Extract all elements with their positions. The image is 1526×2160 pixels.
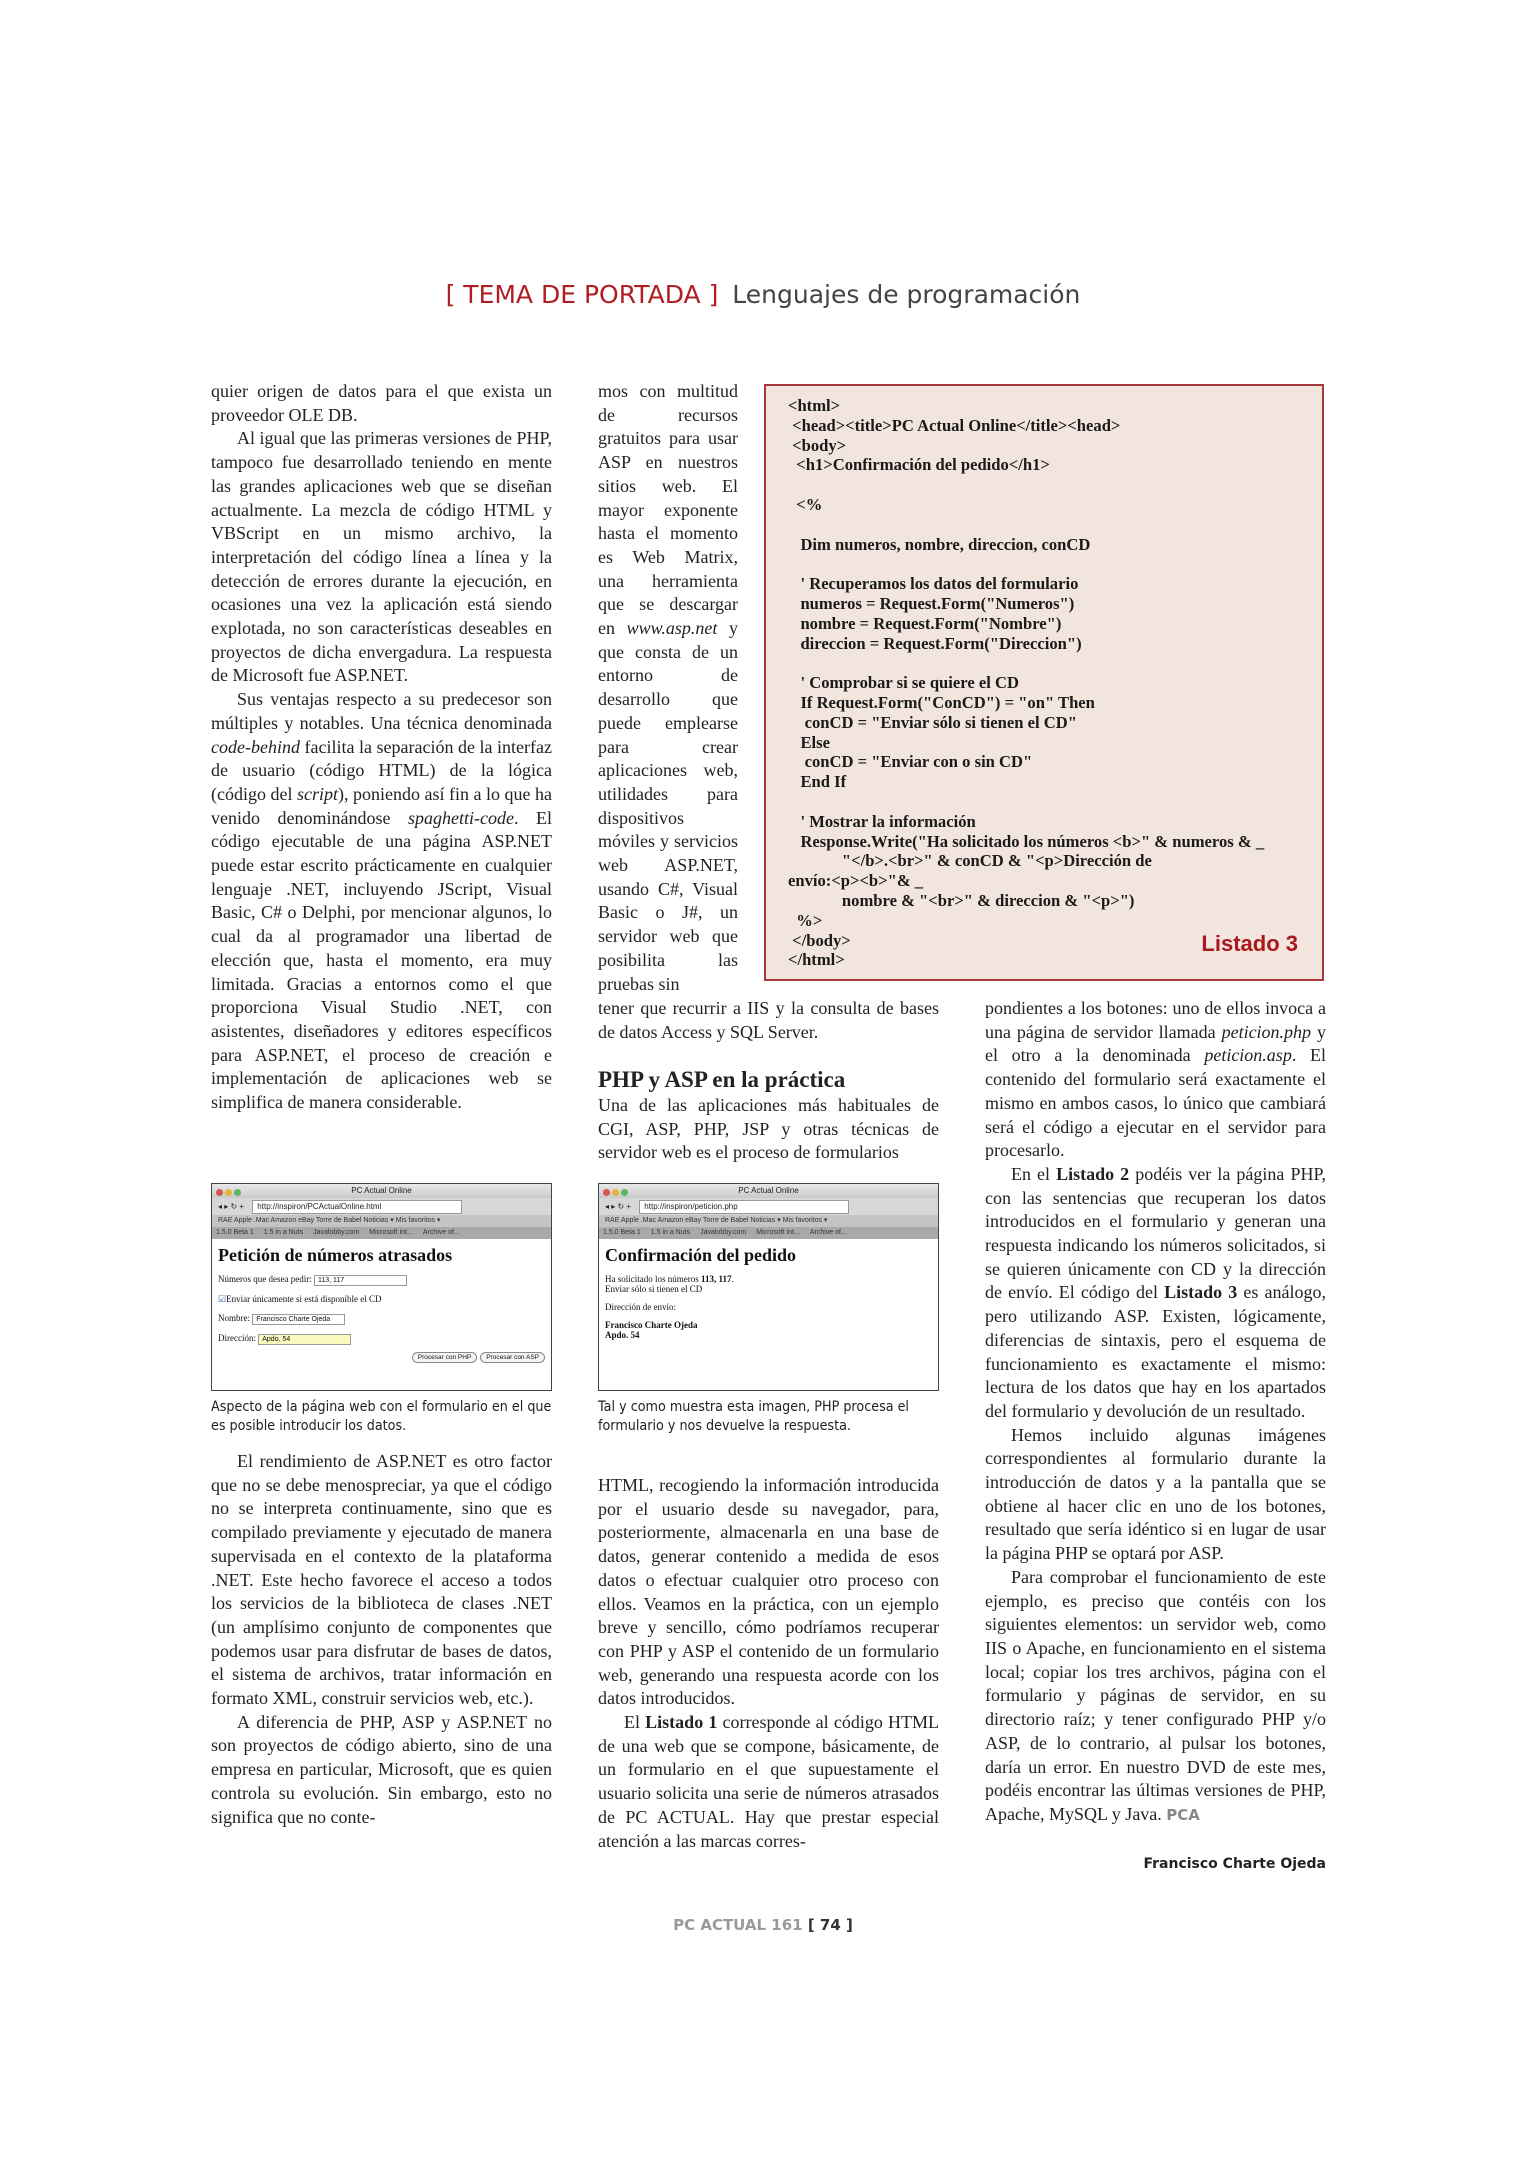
result-heading: Confirmación del pedido	[605, 1245, 797, 1265]
text-run: Listado 1	[645, 1712, 718, 1733]
text-run: ), poniendo así fin a lo que ha venido denominándose	[211, 783, 552, 828]
paragraph	[985, 997, 1326, 1163]
author-signature: Francisco Charte Ojeda	[1143, 1856, 1326, 1872]
tab: Javalobby.com	[313, 1229, 360, 1236]
paragraph	[985, 1566, 1326, 1828]
checkbox-icon: ☑	[218, 1294, 227, 1304]
paragraph	[598, 1711, 939, 1853]
text-run: facilita la separación de la interfaz de usuario (código HTML) de la lógica (código del	[211, 736, 552, 804]
paragraph	[598, 380, 738, 996]
text-run: y que consta de un entorno de desarrollo que puede emplearse para crear aplicaciones web, utilidades para dispositivos móviles y servicios web ASP.NET, usando C#, Visual Basic o J#, un servidor web que posibilita las pruebas sin	[598, 618, 738, 994]
tab: Microsoft int...	[369, 1229, 413, 1236]
figure-form	[211, 1183, 552, 1436]
paragraph	[985, 1163, 1326, 1424]
nombre-label: Nombre:	[218, 1313, 250, 1323]
paragraph	[211, 1450, 552, 1711]
column-3	[985, 997, 1326, 1828]
text-run: Listado 2	[1056, 1163, 1130, 1184]
browser-toolbar: ◂ ▸ ↻ + http://inspiron/PCActualOnline.html	[212, 1198, 551, 1215]
tab: Archive of...	[809, 1229, 847, 1236]
paragraph	[211, 688, 552, 1115]
text-run: Una de las aplicaciones más habituales de CGI, ASP, PHP, JSP y otras técnicas de servidor web es el proceso de formularios	[598, 1095, 939, 1163]
column-2-mid	[598, 1094, 939, 1165]
result-address: Apdo. 54	[605, 1330, 640, 1340]
text-run: El rendimiento de ASP.NET es otro factor que no se debe menospreciar, ya que el código no se interpreta continuamente, sino que es compilado previamente y ejecutado de manera supervisada en el contexto de la plataforma .NET. Este hecho favorece el acceso a todos los servicios de la biblioteca de clases .NET (un amplísimo conjunto de componentes que podemos usar para disfrutar de bases de datos, el sistema de archivos, tratar información en formato XML, construir servicios web, etc.).	[211, 1451, 552, 1709]
result-numbers: 113, 117	[701, 1274, 732, 1284]
process-asp-button: Procesar con ASP	[480, 1352, 545, 1363]
screenshot-result	[598, 1183, 939, 1391]
bookmarks-bar: RAE Apple .Mac Amazon eBay Torre de Babel Noticias ▾ Mis favoritos ▾	[212, 1215, 551, 1227]
text-run: A diferencia de PHP, ASP y ASP.NET no son proyectos de código abierto, sino de una empresa en particular, Microsoft, que es quien controla su evolución. Sin embargo, esto no significa que no conte-	[211, 1711, 552, 1827]
text-run: . El código ejecutable de una página ASP.NET puede estar escrito prácticamente en cualquier lenguaje .NET, incluyendo JScript, Visual Basic, C# o Delphi, por mencionar algunos, lo cual da al programador una libertad de elección que, hasta el momento, era muy limitada. Gracias a entornos como el que proporciona Visual Studio .NET, con asistentes, diseñadores y editores específicos para ASP.NET, el proceso de creación e implementación de aplicaciones web se simplifica de manera considerable.	[211, 807, 552, 1113]
figure-result	[598, 1183, 939, 1436]
window-controls-icon	[603, 1187, 630, 1201]
text-run: Al igual que las primeras versiones de PHP, tampoco fue desarrollado teniendo en mente las grandes aplicaciones web que se diseñan actualmente. La mezcla de código HTML y VBScript en un mismo archivo, la interpretación del código línea a línea y la detección de errores durante la ejecución, en ocasiones una vez la aplicación está siendo explotada, no son características deseables en proyectos de dicha envergadura. La respuesta de Microsoft fue ASP.NET.	[211, 428, 552, 686]
direccion-input: Apdo. 54	[258, 1334, 351, 1345]
browser-tabs	[599, 1227, 938, 1239]
text-run: spaghetti-code	[408, 807, 514, 828]
browser-titlebar	[599, 1184, 938, 1198]
topic-label: Lenguajes de programación	[732, 280, 1081, 309]
paragraph	[211, 427, 552, 688]
text-run: HTML, recogiendo la información introducida por el usuario desde su navegador, para, posteriormente, almacenarla en una base de datos, generar contenido a medida de esos datos o efectuar cualquier otro proceso con ellos. Veamos en la práctica, con un ejemplo breve y sencillo, cómo podríamos recuperar con PHP y ASP el contenido de un formulario web, generando una respuesta acorde con los datos introducidos.	[598, 1475, 939, 1709]
end-mark: PCA	[1166, 1805, 1200, 1824]
text-run: Para comprobar el funcionamiento de este ejemplo, es preciso que contéis con los siguientes elementos: un servidor web, como IIS o Apache, en funcionamiento en el sistema local; copiar los tres archivos, página con el formulario y páginas de servidor, en su directorio raíz; y tener configurado PHP y/o ASP, de lo contrario, al pulsar los botones, daría un error. En nuestro DVD de este mes, podéis encontrar las últimas versiones de PHP, Apache, MySQL y Java.	[985, 1566, 1326, 1824]
text-run: peticion.asp	[1204, 1045, 1292, 1066]
listing-label: Listado 3	[1201, 931, 1298, 956]
form-page	[212, 1239, 551, 1367]
nombre-input: Francisco Charte Ojeda	[252, 1314, 345, 1325]
result-page: Confirmación del pedido Ha solicitado los números 113, 117. Enviar sólo si tienen el CD Dirección de envío: Francisco Charte Ojeda Apdo. 54	[599, 1239, 938, 1344]
paragraph	[211, 1711, 552, 1830]
browser-titlebar	[212, 1184, 551, 1198]
result-name: Francisco Charte Ojeda	[605, 1320, 698, 1330]
text-run: es análogo, pero utilizando ASP. Existen, lógicamente, diferencias de sintaxis, pero el esquema de funcionamiento es exactamente el mismo: lectura de los datos que hay en los apartados del formulario y devolución de un resultado.	[985, 1282, 1326, 1421]
column-2-narrow	[598, 380, 738, 996]
figure-caption: Aspecto de la página web con el formulario en el que es posible introducir los datos.	[211, 1399, 552, 1434]
section-heading: PHP y ASP en la práctica	[598, 1067, 846, 1092]
column-1-top	[211, 380, 552, 1115]
text-run: pondientes a los botones: uno de ellos invoca a una página de servidor llamada	[985, 998, 1326, 1042]
tab: 1.5 in a Nuts	[650, 1229, 691, 1236]
tab: 1.5.0 Beta 1	[603, 1229, 641, 1236]
tab: Javalobby.com	[700, 1229, 747, 1236]
browser-title: PC Actual Online	[738, 1186, 799, 1195]
code-listing-3	[764, 384, 1324, 981]
code-block: <html> <head><title>PC Actual Online</title><head> <body> <h1>Confirmación del pedido</h1> <% Dim numeros, nombre, direccion, conCD ' Recuperamos los datos del formulario numeros = Request.Form("Numeros") nombre = Request.Form("Nombre") direccion = Request.Form("Direccion") ' Comprobar si se quiere el CD If Request.Form("ConCD") = "on" Then conCD = "Enviar sólo si tienen el CD" Else conCD = "Enviar con o sin CD" End If ' Mostrar la información Response.Write("Ha solicitado los números <b>" & numeros & _ "</b>.<br>" & conCD & "<p>Dirección de envío:<p><b>"& _ nombre & "<br>" & direccion & "<p>") %> </body> </html>	[788, 396, 1265, 970]
section-label: [ TEMA DE PORTADA ]	[445, 280, 719, 309]
paragraph	[598, 1474, 939, 1711]
browser-title: PC Actual Online	[351, 1186, 412, 1195]
browser-tabs	[212, 1227, 551, 1239]
bookmarks-bar: RAE Apple .Mac Amazon eBay Torre de Babel Noticias ▾ Mis favoritos ▾	[599, 1215, 938, 1227]
result-line: Ha solicitado los números	[605, 1274, 701, 1284]
paragraph	[211, 380, 552, 427]
result-line: Enviar sólo si tienen el CD	[605, 1284, 703, 1294]
text-run: podéis ver la página PHP, con las sentencias que recuperan los datos introducidos en el formulario y generan una respuesta indicando los números solicitados, si se quieren únicamente con CD y la dirección de envío. El código del	[985, 1163, 1326, 1303]
process-php-button: Procesar con PHP	[412, 1352, 477, 1363]
text-run: Listado 3	[1164, 1282, 1238, 1303]
text-run: quier origen de datos para el que exista un proveedor OLE DB.	[211, 381, 552, 425]
numeros-input: 113, 117	[314, 1275, 407, 1286]
text-run: Hemos incluido algunas imágenes correspondientes al formulario durante la introducción de datos y a la pantalla que se obtiene al hacer clic en uno de los botones, resultado que sería idéntico si en lugar de usar la página PHP se optará por ASP.	[985, 1424, 1326, 1564]
tab: Archive of...	[422, 1229, 460, 1236]
text-run: Sus ventajas respecto a su predecesor son múltiples y notables. Una técnica denominada	[211, 689, 552, 733]
paragraph	[985, 1424, 1326, 1566]
numeros-label: Números que desea pedir:	[218, 1274, 312, 1284]
figure-caption: Tal y como muestra esta imagen, PHP procesa el formulario y nos devuelve la respuesta.	[598, 1399, 909, 1434]
text-run: peticion.php	[1221, 1021, 1312, 1042]
paragraph	[598, 997, 939, 1044]
text-run: www.asp.net	[626, 618, 718, 639]
magazine-issue: PC ACTUAL 161	[673, 1916, 803, 1934]
page-number: [ 74 ]	[807, 1916, 853, 1934]
text-run: script	[297, 783, 339, 804]
text-run: corresponde al código HTML de una web que se compone, básicamente, de un formulario en el que supuestamente el usuario solicita una serie de números atrasados de PC ACTUAL. Hay que prestar especial atención a las marcas corres-	[598, 1712, 939, 1851]
checkbox-label: Enviar únicamente si está disponible el CD	[226, 1294, 382, 1304]
screenshot-form	[211, 1183, 552, 1391]
paragraph	[598, 1094, 939, 1165]
text-run: . El contenido del formulario será exactamente el mismo en ambos casos, lo único que cambiará será el código a ejecutar en el servidor para procesarlo.	[985, 1045, 1327, 1161]
text-run: y el otro a la denominada	[985, 1021, 1326, 1066]
window-controls-icon	[216, 1187, 243, 1201]
text-run: tener que recurrir a IIS y la consulta de bases de datos Access y SQL Server.	[598, 998, 939, 1042]
url-field: http://inspiron/PCActualOnline.html	[252, 1200, 462, 1214]
browser-toolbar: ◂ ▸ ↻ + http://inspiron/peticion.php	[599, 1198, 938, 1215]
page-header	[0, 280, 1526, 309]
text-run: El	[624, 1712, 646, 1733]
tab: 1.5 in a Nuts	[263, 1229, 304, 1236]
tab: 1.5.0 Beta 1	[216, 1229, 254, 1236]
result-line: Dirección de envío:	[605, 1302, 676, 1312]
tab: Microsoft int...	[756, 1229, 800, 1236]
page-footer	[0, 1916, 1526, 1934]
direccion-label: Dirección:	[218, 1333, 256, 1343]
url-field: http://inspiron/peticion.php	[639, 1200, 849, 1214]
text-run: En el	[1011, 1163, 1057, 1184]
column-2-bottom	[598, 1474, 939, 1853]
column-1-bottom	[211, 1450, 552, 1829]
column-2-continued	[598, 997, 939, 1044]
text-run: code-behind	[211, 736, 300, 757]
form-heading: Petición de números atrasados	[218, 1245, 453, 1265]
text-run: mos con multitud de recursos gratuitos para usar ASP en nuestros sitios web. El mayor exponente hasta el momento es Web Matrix, una herramienta que se descargar en	[598, 381, 738, 639]
